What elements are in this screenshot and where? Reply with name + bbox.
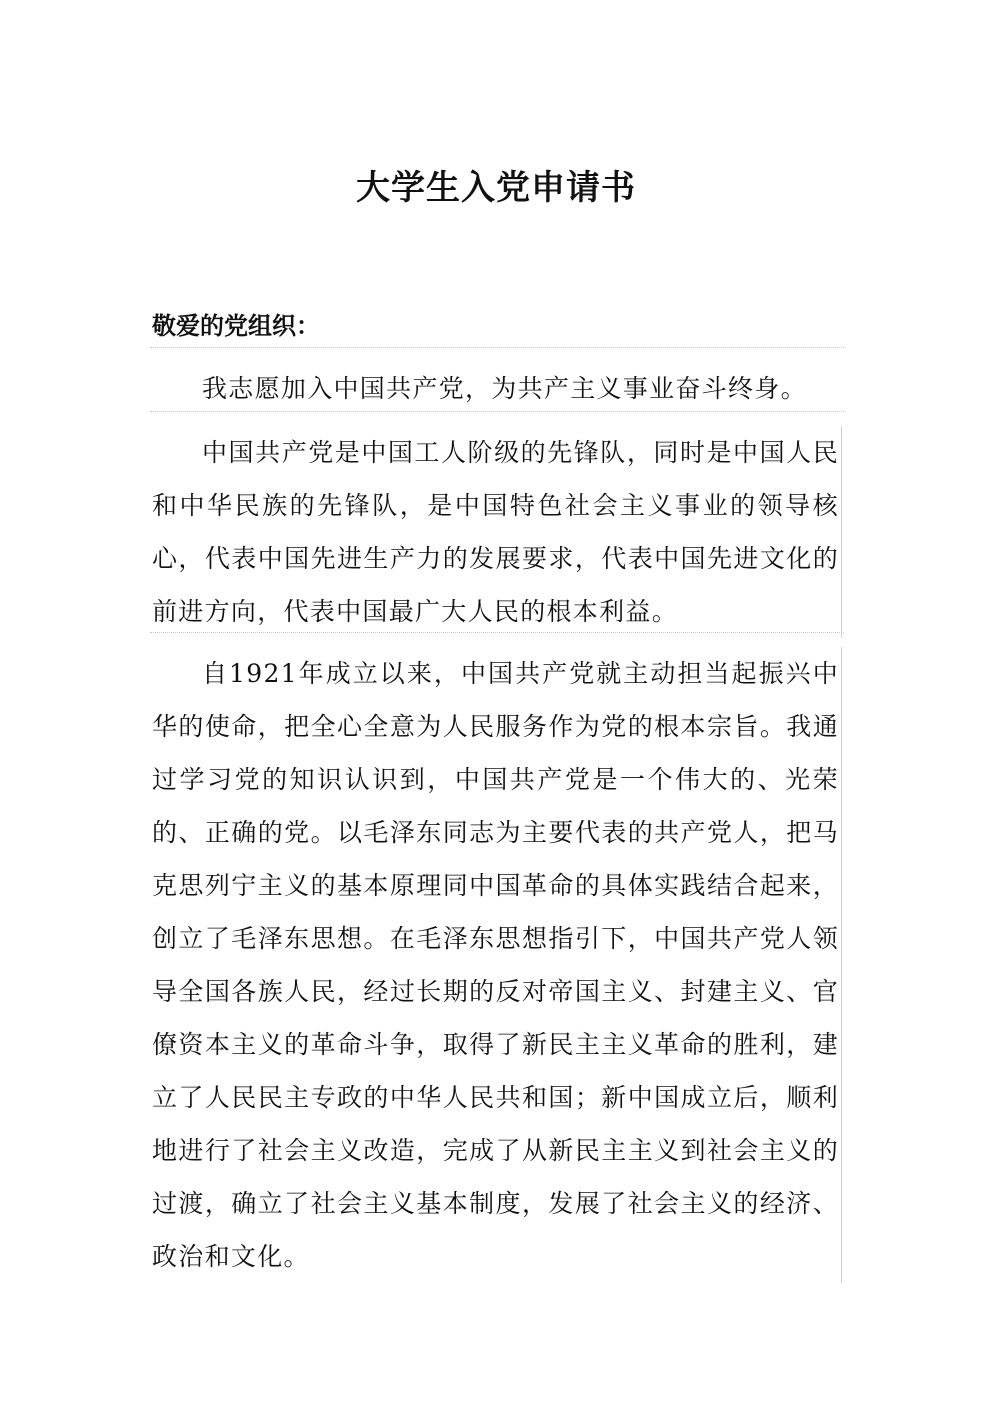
document-title: 大学生入党申请书: [356, 168, 636, 208]
paragraph-party-history: 自1921年成立以来，中国共产党就主动担当起振兴中华的使命，把全心全意为人民服务作为党的根本宗旨。我通过学习党的知识认识到，中国共产党是一个伟大的、光荣的、正确的党。以毛泽东同志为主要代表的共产党人，把马克思列宁主义的基本原理同中国革命的具体实践结合起来，创立了毛泽东思想。在毛泽东思想指引下，中国共产党人领导全国各族人民，经过长期的反对帝国主义、封建主义、官僚资本主义的革命斗争，取得了新民主主义革命的胜利，建立了人民民主专政的中华人民共和国；新中国成立后，顺利地进行了社会主义改造，完成了从新民主主义到社会主义的过渡，确立了社会主义基本制度，发展了社会主义的经济、政治和文化。: [152, 647, 842, 1283]
salutation: 敬爱的党组织：: [152, 312, 320, 340]
separator: [150, 632, 844, 633]
separator: [150, 347, 844, 348]
paragraph-party-nature: 中国共产党是中国工人阶级的先锋队，同时是中国人民和中华民族的先锋队，是中国特色社会主义事业的领导核心，代表中国先进生产力的发展要求，代表中国先进文化的前进方向，代表中国最广大人民的根本利益。: [152, 426, 842, 638]
paragraph-pledge: 我志愿加入中国共产党，为共产主义事业奋斗终身。: [202, 374, 807, 403]
separator: [150, 411, 844, 412]
